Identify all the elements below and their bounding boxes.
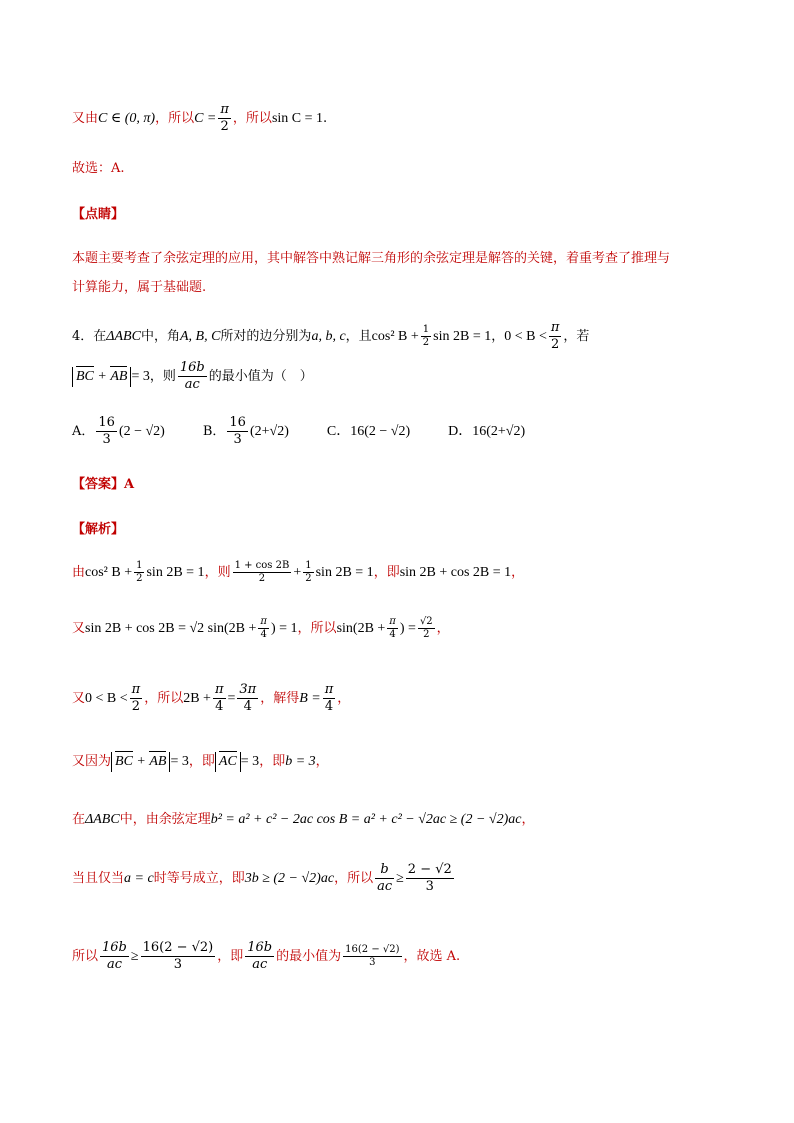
numerator: π — [131, 682, 141, 697]
numerator: π — [389, 616, 396, 627]
math: 3b ≥ (2 − √2)ac — [244, 871, 335, 886]
line-1 — [72, 102, 327, 135]
denominator: 4 — [215, 699, 224, 714]
text: 由 — [72, 565, 86, 580]
numerator: 1 + cos 2B — [234, 560, 290, 571]
math: C = — [194, 111, 217, 126]
fraction — [233, 560, 292, 585]
line-2: 故选：A. — [72, 161, 125, 176]
numerator: √2 — [419, 616, 433, 627]
fraction — [375, 862, 394, 895]
denominator: 3 — [173, 957, 183, 972]
math: 2B + — [183, 691, 211, 706]
options — [72, 415, 563, 448]
math: ) = — [399, 621, 416, 636]
math: sin 2B = 1 — [433, 329, 492, 344]
text: ，所以 — [334, 871, 374, 886]
fraction — [303, 560, 313, 585]
text: . — [323, 111, 328, 126]
fraction — [549, 320, 562, 353]
numerator: 16 — [229, 415, 246, 430]
math: ΔABC — [106, 329, 141, 344]
text: 所对的边分别为 — [220, 329, 312, 344]
denominator: 3 — [102, 432, 111, 447]
numerator: 2 − √2 — [407, 862, 452, 877]
vector-ab: AB — [110, 367, 127, 387]
option-c[interactable]: C．16(2 − √2) — [326, 424, 411, 439]
numerator: 16b — [247, 940, 273, 955]
fraction — [237, 682, 258, 715]
fraction — [134, 560, 144, 585]
math: C ∈ (0, π) — [98, 111, 156, 126]
math: ) = 1 — [270, 621, 298, 636]
fraction — [96, 415, 117, 448]
denominator: 3 — [369, 957, 376, 968]
text: ，解得 — [260, 691, 300, 706]
fraction — [387, 616, 398, 641]
text: ， — [491, 329, 505, 344]
math: ΔABC — [85, 812, 120, 827]
denominator: ac — [252, 957, 268, 972]
numerator: 16b — [102, 940, 127, 955]
text: ，故选 A. — [403, 949, 461, 964]
denominator: 4 — [389, 629, 396, 640]
option-b[interactable] — [203, 415, 289, 448]
abs-vector-sum — [72, 367, 131, 387]
vector-ab: AB — [149, 752, 166, 772]
denominator: 2 — [551, 337, 560, 352]
text: 又因为 — [72, 754, 112, 769]
math: = 3 — [240, 754, 260, 769]
fraction — [245, 940, 274, 973]
fraction — [100, 940, 129, 973]
math: = — [227, 691, 236, 706]
numerator: π — [214, 682, 224, 697]
math: (2+√2) — [249, 424, 289, 439]
solution-line-1 — [72, 560, 524, 585]
math: b² = a² + c² − 2ac cos B = a² + c² − √2ac ≥ (2 − √2)ac — [210, 812, 522, 827]
denominator: 4 — [324, 699, 334, 714]
denominator: 2 — [131, 699, 141, 714]
math: ≥ — [396, 871, 404, 886]
math: sin 2B + cos 2B = √2 sin(2B + — [85, 621, 257, 636]
fraction — [218, 102, 231, 135]
option-d[interactable]: D．16(2+√2) — [448, 424, 526, 439]
math: A, B, C — [179, 329, 221, 344]
text: ，则 — [149, 369, 176, 384]
denominator: 2 — [136, 573, 143, 584]
fraction — [406, 862, 454, 895]
text: 又 — [72, 691, 86, 706]
denominator: 4 — [260, 629, 267, 640]
text: ， — [337, 691, 351, 706]
option-label: B． — [202, 424, 226, 439]
fraction — [343, 944, 401, 969]
text: ，所以 — [232, 111, 272, 126]
numerator: 16(2 − √2) — [345, 944, 400, 955]
math: sin 2B + cos 2B = 1 — [399, 565, 512, 580]
fraction — [141, 940, 216, 973]
math: ≥ — [130, 949, 139, 964]
denominator: 3 — [233, 432, 242, 447]
math: cos² B + — [85, 565, 133, 580]
text: 所以 — [72, 949, 99, 964]
numerator: π — [220, 102, 229, 117]
question-line-1 — [72, 320, 589, 353]
text: 时等号成立，即 — [153, 871, 245, 886]
math: + — [293, 565, 302, 580]
numerator: 1 — [136, 560, 143, 571]
solution-line-6 — [72, 862, 456, 895]
text: ，即 — [259, 754, 286, 769]
fraction — [178, 360, 207, 393]
math: B = — [299, 691, 321, 706]
numerator: 16(2 − √2) — [142, 940, 214, 955]
numerator: 1 — [422, 324, 430, 335]
numerator: π — [550, 320, 560, 335]
text: 又 — [72, 621, 86, 636]
text: ，且 — [345, 329, 372, 344]
fraction — [258, 616, 269, 641]
numerator: π — [324, 682, 334, 697]
math: b = 3 — [285, 754, 316, 769]
math: sin(2B + — [336, 621, 386, 636]
math: a, b, c — [311, 329, 346, 344]
text: ，即 — [188, 754, 215, 769]
denominator: 2 — [305, 573, 312, 584]
solution-line-5 — [72, 808, 535, 828]
question-line-2 — [72, 360, 313, 393]
fraction — [421, 324, 431, 349]
line-4b: 计算能力，属于基础题. — [72, 280, 207, 295]
math: sin 2B = 1 — [315, 565, 374, 580]
text: ，所以 — [144, 691, 184, 706]
denominator: 2 — [423, 629, 430, 640]
numerator: π — [260, 616, 267, 627]
math: 0 < B < — [504, 329, 547, 344]
fraction — [418, 616, 435, 641]
text: ， — [436, 621, 450, 636]
text: ，即 — [373, 565, 400, 580]
fraction — [227, 415, 248, 448]
vector-bc: BC — [115, 752, 133, 772]
text: ，所以 — [155, 111, 195, 126]
text: 4．在 — [72, 329, 107, 344]
text: ，即 — [217, 949, 244, 964]
text: 的最小值为 — [276, 949, 342, 964]
numerator: 16b — [179, 360, 205, 375]
section-heading-dianjing: 【点睛】 — [72, 207, 125, 222]
solution-line-3 — [72, 682, 350, 715]
solution-line-4 — [72, 750, 329, 772]
numerator: b — [375, 862, 394, 879]
text: 又由 — [72, 111, 99, 126]
abs-vector-sum — [111, 752, 170, 772]
plus: + — [97, 369, 107, 384]
solution-line-7 — [72, 940, 460, 973]
section-heading-jiexi: 【解析】 — [72, 522, 125, 537]
text: ， — [315, 754, 329, 769]
math: (2 − √2) — [118, 424, 165, 439]
denominator: ac — [184, 377, 200, 392]
denominator: 2 — [258, 573, 266, 584]
answer: 【答案】A — [72, 477, 135, 492]
math: cos² B + — [371, 329, 419, 344]
math: sin 2B = 1 — [146, 565, 205, 580]
text: 中，由余弦定理 — [119, 812, 211, 827]
math: 0 < B < — [85, 691, 128, 706]
solution-line-2 — [72, 616, 450, 641]
math: a = c — [124, 871, 154, 886]
numerator: 16 — [98, 415, 115, 430]
denominator: 2 — [220, 119, 229, 134]
option-a[interactable] — [72, 415, 165, 448]
math: = 3 — [131, 369, 150, 384]
text: ， — [511, 565, 525, 580]
text: ，若 — [563, 329, 590, 344]
denominator: ac — [106, 957, 122, 972]
text: 在 — [72, 812, 86, 827]
text: ，所以 — [297, 621, 337, 636]
plus: + — [136, 754, 146, 769]
text: ，则 — [204, 565, 231, 580]
fraction — [323, 682, 336, 715]
option-label: A． — [72, 424, 95, 439]
text: ， — [521, 812, 535, 827]
text: 中，角 — [140, 329, 180, 344]
denominator: 2 — [422, 337, 430, 348]
vector-ac: AC — [219, 752, 237, 772]
fraction — [213, 682, 226, 715]
numerator: 1 — [305, 560, 312, 571]
abs-vector-ac — [215, 752, 241, 772]
vector-bc: BC — [76, 367, 94, 387]
denominator: ac — [377, 879, 393, 894]
math: sin C = 1 — [271, 111, 324, 126]
denominator: 3 — [425, 879, 434, 894]
denominator: 4 — [243, 699, 252, 714]
text: 当且仅当 — [72, 871, 125, 886]
math: = 3 — [170, 754, 189, 769]
line-4a: 本题主要考查了余弦定理的应用，其中解答中熟记解三角形的余弦定理是解答的关键，着重考查了推理与 — [72, 251, 671, 266]
numerator: 3π — [239, 682, 257, 697]
fraction — [130, 682, 143, 715]
text: 的最小值为（ ） — [208, 369, 313, 384]
